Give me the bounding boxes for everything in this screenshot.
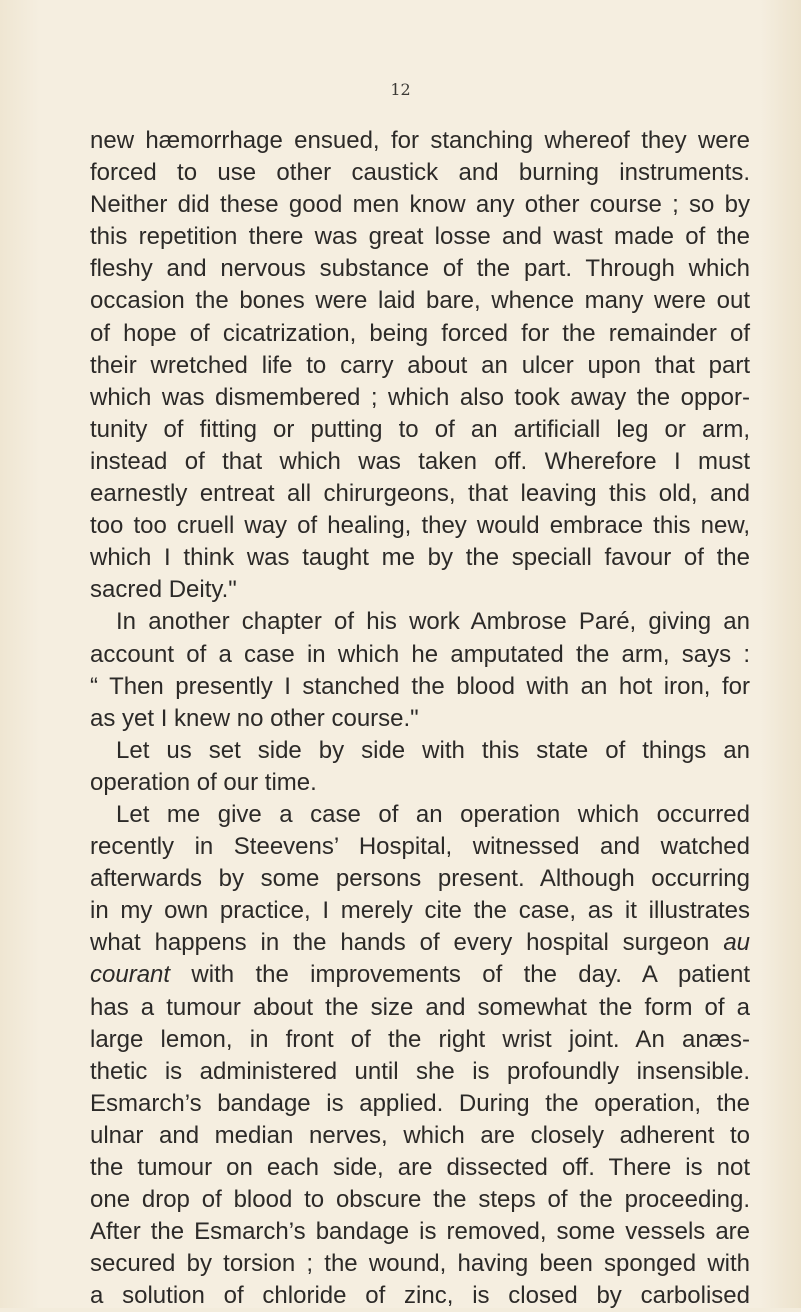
text-line: has a tumour about the size and somewhat the form of a xyxy=(90,993,750,1021)
text-line: which I think was taught me by the speciall favour of the xyxy=(90,544,750,572)
text-line: occasion the bones were laid bare, whence many were out xyxy=(90,287,750,315)
text-line: Esmarch’s bandage is applied. During the operation, the xyxy=(90,1089,750,1117)
text-line: Let us set side by side with this state of things an xyxy=(116,736,750,764)
text-line: Let me give a case of an operation which occurred xyxy=(116,800,750,828)
text-line: this repetition there was great losse and wast made of the xyxy=(90,223,750,251)
text-line: in my own practice, I merely cite the case, as it illustrates xyxy=(90,897,750,925)
text-line: fleshy and nervous substance of the part. Through which xyxy=(90,255,750,283)
page-number: 12 xyxy=(390,80,411,99)
text-line: recently in Steevens’ Hospital, witnessed and watched xyxy=(90,833,750,861)
text-line: tunity of fitting or putting to of an artificiall leg or arm, xyxy=(90,415,750,443)
text-line: “ Then presently I stanched the blood with an hot iron, for xyxy=(90,672,750,700)
text-line: instead of that which was taken off. Wherefore I must xyxy=(90,447,750,475)
text-line: Neither did these good men know any other course ; so by xyxy=(90,191,750,219)
text-line: In another chapter of his work Ambrose Paré, giving an xyxy=(116,608,750,636)
text-line: large lemon, in front of the right wrist joint. An anæs- xyxy=(90,1025,750,1053)
text-line: too too cruell way of healing, they would embrace this new, xyxy=(90,512,750,540)
text-line: ulnar and median nerves, which are closely adherent to xyxy=(90,1121,750,1149)
body-text xyxy=(90,125,750,1312)
text-line: the tumour on each side, are dissected off. There is not xyxy=(90,1154,750,1181)
text-line: which was dismembered ; which also took away the oppor- xyxy=(90,383,750,411)
text-line: thetic is administered until she is profoundly insensible. xyxy=(90,1057,750,1085)
text-line: earnestly entreat all chirurgeons, that leaving this old, and xyxy=(90,480,750,508)
text-line: account of a case in which he amputated the arm, says : xyxy=(90,640,750,668)
text-line: After the Esmarch’s bandage is removed, some vessels are xyxy=(90,1218,750,1246)
text-line: new hæmorrhage ensued, for stanching whereof they were xyxy=(90,127,750,154)
text-line: secured by torsion ; the wound, having been sponged with xyxy=(90,1250,750,1278)
italic-word: au xyxy=(723,929,751,957)
text-line-segment: what happens in the hands of every hospital surgeon xyxy=(90,929,710,957)
text-line: a solution of chloride of zinc, is closed by carbolised xyxy=(90,1282,750,1310)
text-line: afterwards by some persons present. Although occurring xyxy=(90,865,750,893)
text-line: forced to use other caustick and burning instruments. xyxy=(90,159,750,187)
text-line: operation of our time. xyxy=(90,768,317,796)
text-line: as yet I knew no other course." xyxy=(90,704,419,732)
italic-word: courant xyxy=(90,961,171,989)
text-line: their wretched life to carry about an ulcer upon that part xyxy=(90,351,750,379)
text-line: one drop of blood to obscure the steps of the proceeding. xyxy=(90,1186,750,1214)
text-line: sacred Deity." xyxy=(90,576,237,604)
text-line: of hope of cicatrization, being forced for the remainder of xyxy=(90,319,750,347)
text-line xyxy=(90,927,750,959)
text-line: courant with the improvements of the day. A patient xyxy=(90,961,750,989)
